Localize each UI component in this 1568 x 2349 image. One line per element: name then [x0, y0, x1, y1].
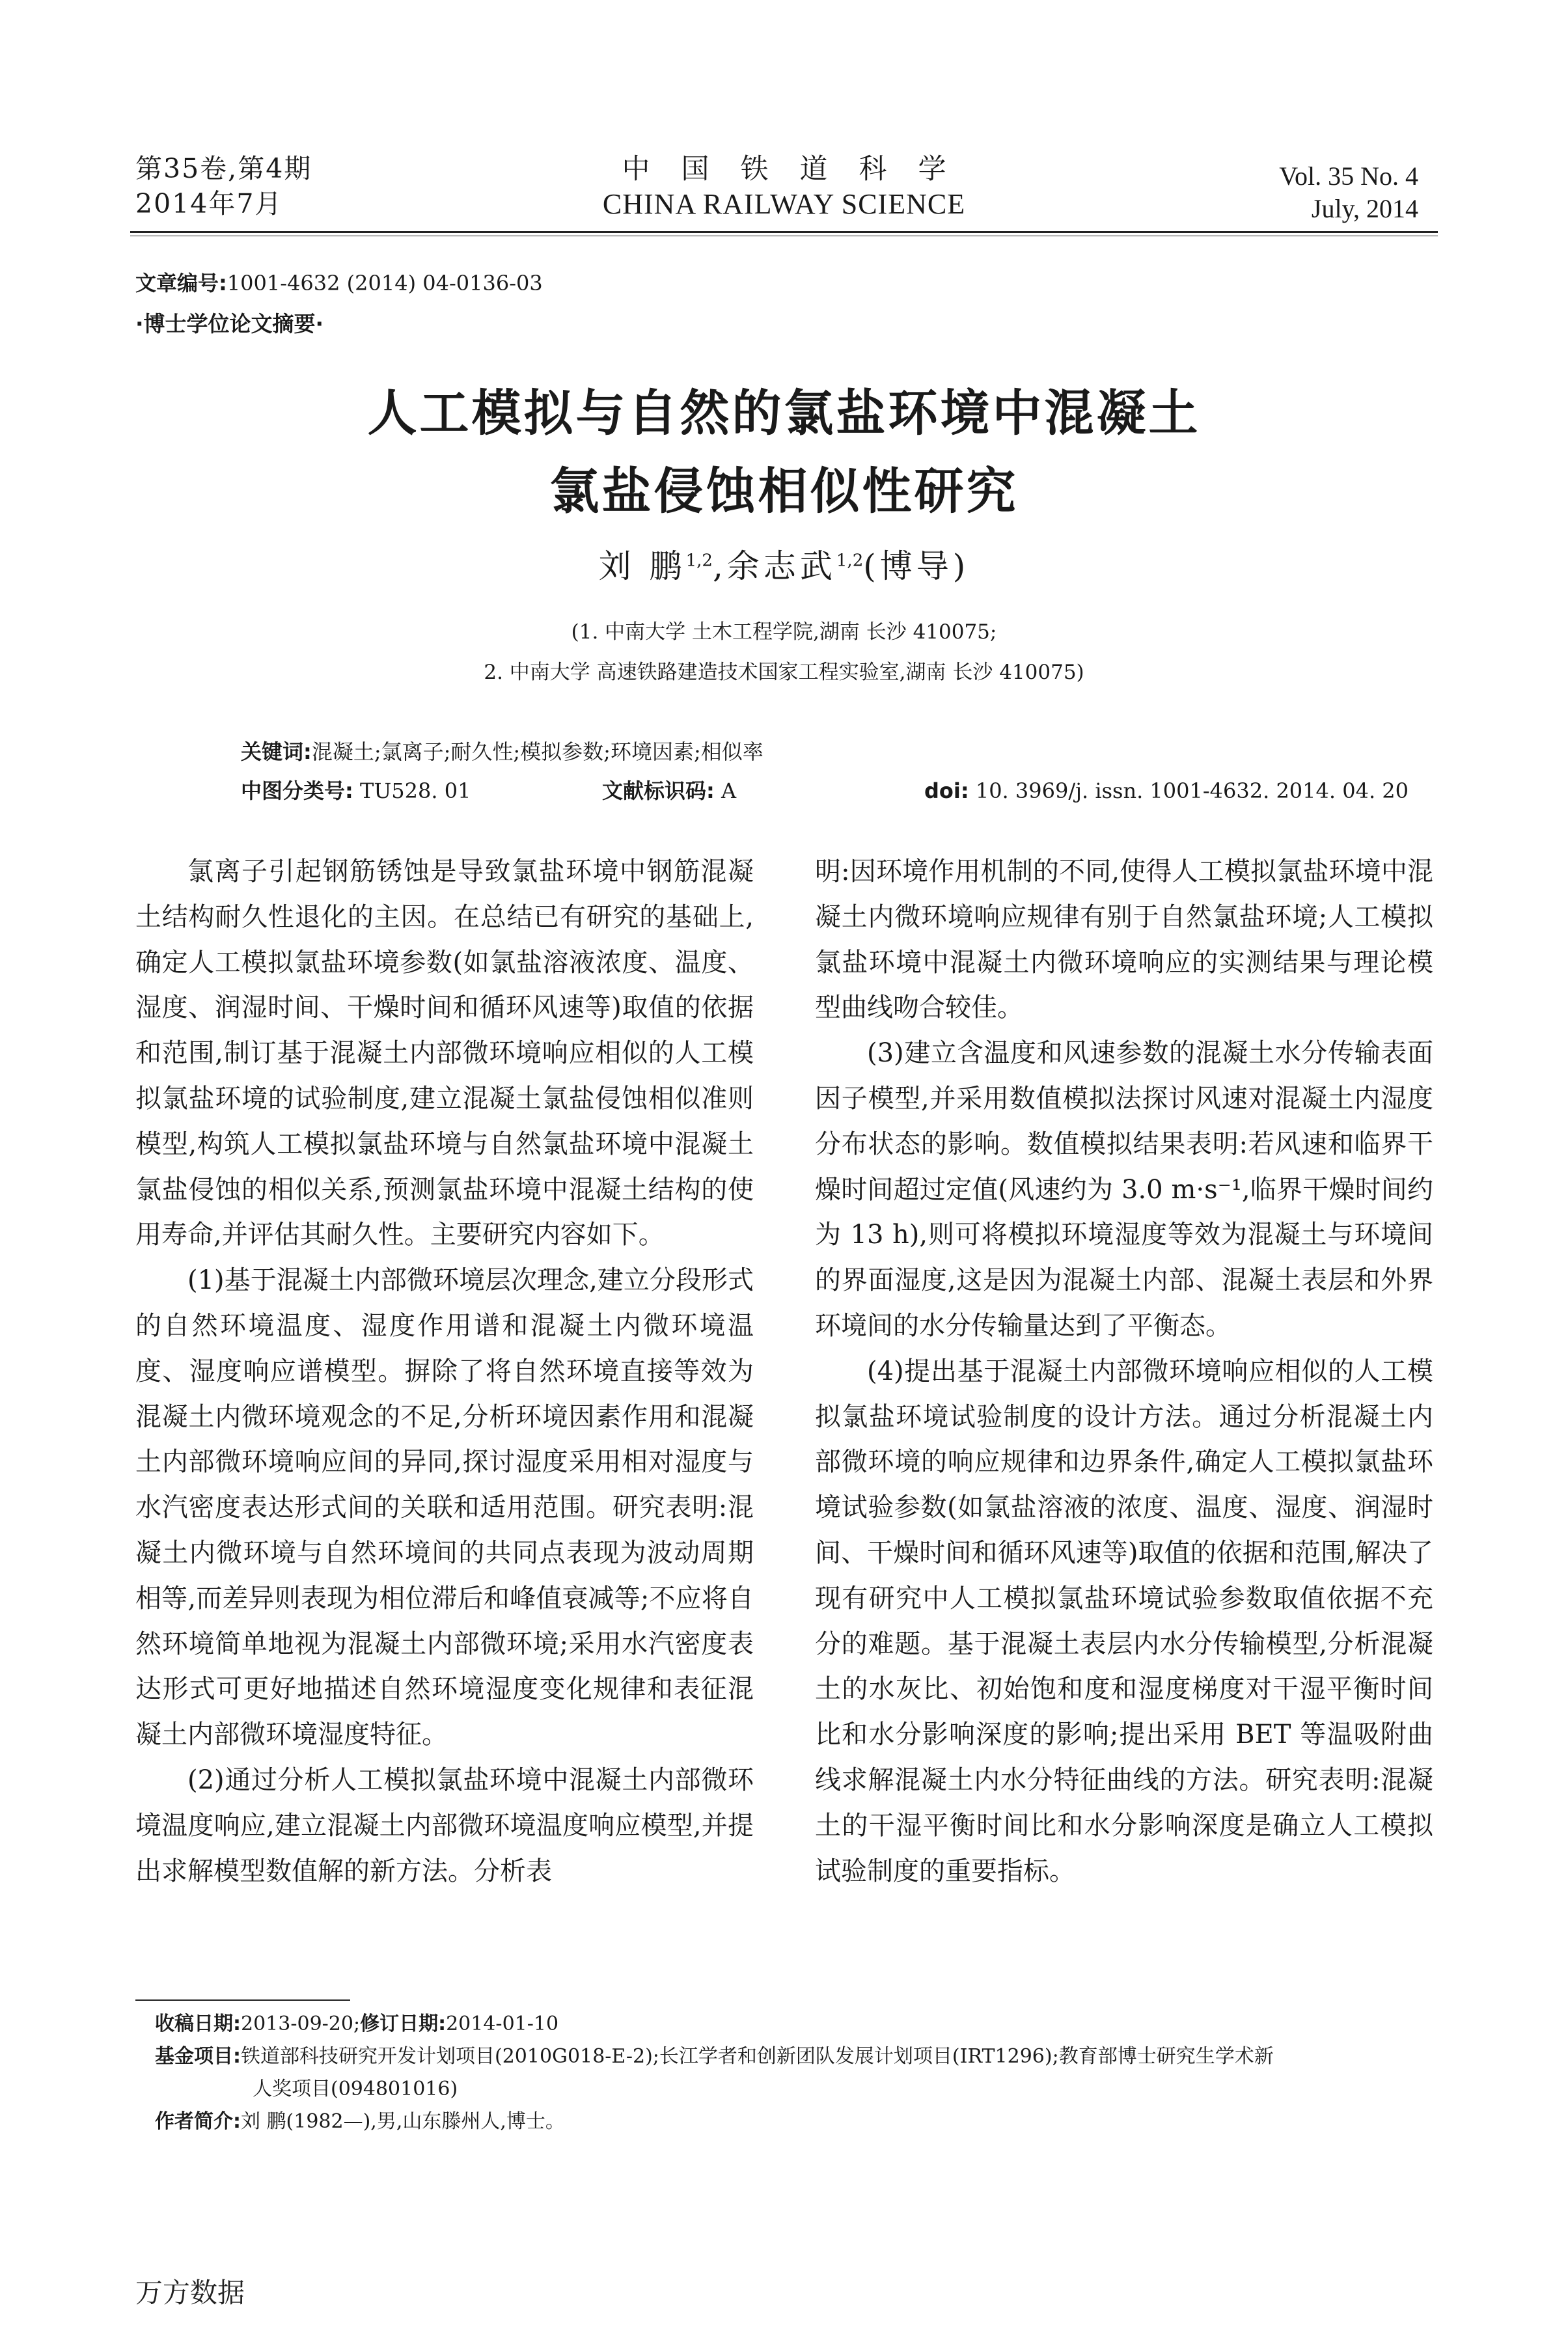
- authors: [0, 540, 1568, 587]
- footnotes: [155, 2008, 1437, 2138]
- title-line-2: 氯盐侵蚀相似性研究: [549, 462, 1019, 520]
- paragraph-2-part-2: 明:因环境作用机制的不同,使得人工模拟氯盐环境中混凝土内微环境响应规律有别于自然氯盐环境;人工模拟氯盐环境中混凝土内微环境响应的实测结果与理论模型曲线吻合较佳。: [815, 857, 1433, 1023]
- title-line-1: 人工模拟与自然的氯盐环境中混凝土: [367, 384, 1201, 442]
- body-column-left: [135, 849, 754, 1894]
- keywords-label: 关键词:: [241, 739, 312, 764]
- paragraph-3: (3)建立含温度和风速参数的混凝土水分传输表面因子模型,并采用数值模拟法探讨风速对混凝土内湿度分布状态的影响。数值模拟结果表明:若风速和临界干燥时间超过定值(风速约为 3.0 m·s⁻¹,临界干燥时间约为 13 h),则可将模拟环境湿度等效为混凝土与环境间的界面湿度,这是因为混凝土内部、混凝土表层和外界环境间的水分传输量达到了平衡态。: [815, 1038, 1433, 1341]
- received-label: 收稿日期:: [155, 2012, 241, 2035]
- issue-date: 2014年7月: [135, 188, 283, 219]
- class-label: 中图分类号:: [241, 778, 353, 803]
- article-number-label: 文章编号:: [135, 271, 227, 295]
- author-1: 刘 鹏: [598, 547, 686, 585]
- paragraph-4: (4)提出基于混凝土内部微环境响应相似的人工模拟氯盐环境试验制度的设计方法。通过分析混凝土内部微环境的响应规律和边界条件,确定人工模拟氯盐环境试验参数(如氯盐溶液的浓度、温度、湿度、润湿时间、干燥时间和循环风速等)取值的依据和范围,解决了现有研究中人工模拟氯盐环境试验参数取值依据不充分的难题。基于混凝土表层内水分传输模型,分析混凝土的水灰比、初始饱和度和湿度梯度对干湿平衡时间比和水分影响深度的影响;提出采用 BET 等温吸附曲线求解混凝土内水分特征曲线的方法。研究表明:混凝土的干湿平衡时间比和水分影响深度是确立人工模拟试验制度的重要指标。: [815, 1356, 1433, 1886]
- journal-name-en: CHINA RAILWAY SCIENCE: [602, 188, 966, 220]
- author-2: 余志武: [726, 547, 836, 585]
- paragraph-1: (1)基于混凝土内部微环境层次理念,建立分段形式的自然环境温度、湿度作用谱和混凝土内微环境温度、湿度响应谱模型。摒除了将自然环境直接等效为混凝土内微环境观念的不足,分析环境因素作用和混凝土内部微环境响应间的异同,探讨湿度采用相对湿度与水汽密度表达形式间的关联和适用范围。研究表明:混凝土内微环境与自然环境间的共同点表现为波动周期相等,而差异则表现为相位滞后和峰值衰减等;不应将自然环境简单地视为混凝土内部微环境;采用水汽密度表达形式可更好地描述自然环境湿度变化规律和表征混凝土内部微环境湿度特征。: [135, 1265, 754, 1750]
- issue-date-en: July, 2014: [1311, 194, 1418, 223]
- article-title: [0, 374, 1568, 530]
- funding-continued: 人奖项目(094801016): [253, 2078, 458, 2100]
- paragraph-2-part-1: (2)通过分析人工模拟氯盐环境中混凝土内部微环境温度响应,建立混凝土内部微环境温度响应模型,并提出求解模型数值解的新方法。分析表: [135, 1765, 754, 1886]
- author-2-affil: 1,2: [836, 551, 864, 571]
- paragraph-intro: 氯离子引起钢筋锈蚀是导致氯盐环境中钢筋混凝土结构耐久性退化的主因。在总结已有研究的基础上,确定人工模拟氯盐环境参数(如氯盐溶液浓度、温度、湿度、润湿时间、干燥时间和循环风速等)取值的依据和范围,制订基于混凝土内部微环境响应相似的人工模拟氯盐环境的试验制度,建立混凝土氯盐侵蚀相似准则模型,构筑人工模拟氯盐环境与自然氯盐环境中混凝土氯盐侵蚀的相似关系,预测氯盐环境中混凝土结构的使用寿命,并评估其耐久性。主要研究内容如下。: [135, 857, 754, 1250]
- column-tag: ·博士学位论文摘要·: [135, 311, 324, 337]
- doi-label: doi:: [924, 778, 969, 803]
- database-watermark: 万方数据: [135, 2277, 245, 2309]
- body-column-right: [815, 849, 1433, 1894]
- footnote-dates: [155, 2008, 1437, 2040]
- affiliations: [0, 612, 1568, 693]
- keywords: [241, 732, 763, 771]
- footnote-author: [155, 2106, 1437, 2138]
- article-number-value: 1001-4632 (2014) 04-0136-03: [227, 271, 543, 295]
- author-separator: ,: [712, 547, 727, 585]
- funding-label: 基金项目:: [155, 2045, 241, 2068]
- issue-volume: 第35卷,第4期: [135, 153, 312, 184]
- footnote-funding: [155, 2040, 1437, 2073]
- advisor-note: (博导): [863, 547, 970, 585]
- issue-volume-en: Vol. 35 No. 4: [1279, 161, 1418, 191]
- footnote-rule: [135, 1999, 350, 2001]
- class-value: TU528. 01: [359, 778, 471, 803]
- doi: [924, 771, 1409, 810]
- author-1-affil: 1,2: [685, 551, 713, 571]
- doi-value: 10. 3969/j. issn. 1001-4632. 2014. 04. 20: [975, 778, 1409, 803]
- received-value: 2013-09-20;: [241, 2012, 361, 2035]
- author-bio-label: 作者简介:: [155, 2110, 241, 2133]
- doc-value: A: [721, 778, 737, 803]
- funding-value: 铁道部科技研究开发计划项目(2010G018-E-2);长江学者和创新团队发展计划项目(IRT1296);教育部博士研究生学术新: [241, 2045, 1274, 2068]
- revised-value: 2014-01-10: [446, 2012, 559, 2035]
- classification-row: [241, 771, 1409, 810]
- document-code: [602, 771, 736, 810]
- journal-name-cn: 中国铁道科学: [622, 153, 978, 185]
- affiliation-2: 2. 中南大学 高速铁路建造技术国家工程实验室,湖南 长沙 410075): [484, 661, 1084, 684]
- revised-label: 修订日期:: [360, 2012, 447, 2035]
- affiliation-1: (1. 中南大学 土木工程学院,湖南 长沙 410075;: [571, 620, 997, 644]
- class-code: [241, 778, 471, 803]
- author-bio-value: 刘 鹏(1982—),男,山东滕州人,博士。: [241, 2110, 565, 2133]
- keywords-value: 混凝土;氯离子;耐久性;模拟参数;环境因素;相似率: [311, 739, 763, 764]
- issue-info-en: [1279, 160, 1418, 225]
- header-rule: [130, 231, 1438, 233]
- doc-label: 文献标识码:: [602, 778, 715, 803]
- article-number: [135, 268, 543, 298]
